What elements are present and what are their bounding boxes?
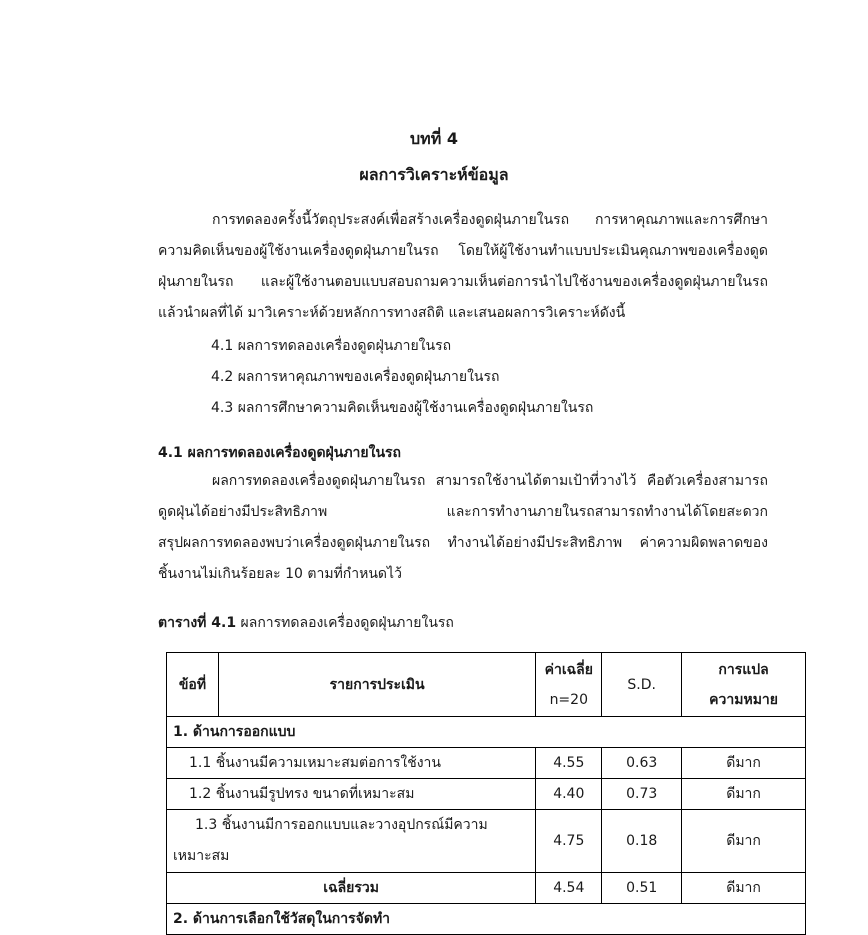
header-mean-line2: n=20 — [549, 691, 588, 708]
table-header-row — [167, 653, 806, 717]
row-meaning: ดีมาก — [682, 779, 806, 810]
section-line-3: สรุปผลการทดลองพบว่าเครื่องดูดฝุ่นภายในรถ ทำงานได้อย่างมีประสิทธิภาพ ค่าความผิดพลาดของ — [158, 535, 768, 551]
row-item-line2: เหมาะสม — [173, 848, 230, 864]
section-paragraph — [158, 466, 768, 590]
header-sd: S.D. — [602, 653, 682, 717]
header-meaning-line2: ความหมาย — [709, 691, 778, 708]
header-mean-line1: ค่าเฉลี่ย — [544, 661, 593, 678]
row-item: 1.2 ชิ้นงานมีรูปทรง ขนาดที่เหมาะสม — [167, 779, 536, 810]
header-meaning — [682, 653, 806, 717]
row-sd: 0.73 — [602, 779, 682, 810]
table-caption — [158, 612, 454, 634]
group-materials: 2. ด้านการเลือกใช้วัสดุในการจัดทำ — [167, 904, 806, 935]
header-mean — [536, 653, 602, 717]
chapter-title: ผลการวิเคราะห์ข้อมูล — [359, 165, 509, 184]
summary-mean: 4.54 — [536, 873, 602, 904]
section-line-4: ชิ้นงานไม่เกินร้อยละ 10 ตามที่กำหนดไว้ — [158, 566, 402, 582]
table-group-row — [167, 717, 806, 748]
results-table — [166, 652, 806, 935]
header-no: ข้อที่ — [167, 653, 219, 717]
table-row — [167, 748, 806, 779]
row-meaning: ดีมาก — [682, 748, 806, 779]
group-design: 1. ด้านการออกแบบ — [167, 717, 806, 748]
summary-sd: 0.51 — [602, 873, 682, 904]
summary-label: เฉลี่ยรวม — [167, 873, 536, 904]
intro-line-4: แล้วนำผลที่ได้ มาวิเคราะห์ด้วยหลักการทางสถิติ และเสนอผลการวิเคราะห์ดังนี้ — [158, 305, 626, 321]
table-row — [167, 779, 806, 810]
chapter-number: บทที่ 4 — [410, 129, 458, 148]
summary-meaning: ดีมาก — [682, 873, 806, 904]
list-item: 4.1 ผลการทดลองเครื่องดูดฝุ่นภายในรถ — [211, 338, 452, 354]
row-mean: 4.40 — [536, 779, 602, 810]
header-meaning-line1: การแปล — [718, 661, 769, 678]
row-item — [167, 810, 536, 873]
section-line-2: ดูดฝุ่นได้อย่างมีประสิทธิภาพ และการทำงานภายในรถสามารถทำงานได้โดยสะดวก — [158, 504, 768, 520]
row-item: 1.1 ชิ้นงานมีความเหมาะสมต่อการใช้งาน — [167, 748, 536, 779]
intro-line-1: การทดลองครั้งนี้วัตถุประสงค์เพื่อสร้างเครื่องดูดฝุ่นภายในรถ การหาคุณภาพและการศึกษา — [212, 212, 768, 228]
row-mean: 4.75 — [536, 810, 602, 873]
section-heading: 4.1 ผลการทดลองเครื่องดูดฝุ่นภายในรถ — [158, 445, 402, 461]
header-item: รายการประเมิน — [218, 653, 535, 717]
section-line-1: ผลการทดลองเครื่องดูดฝุ่นภายในรถ สามารถใช้งานได้ตามเป้าที่วางไว้ คือตัวเครื่องสามารถ — [212, 473, 768, 489]
table-summary-row — [167, 873, 806, 904]
row-item-line1: 1.3 ชิ้นงานมีการออกแบบและวางอุปกรณ์มีความ — [195, 817, 488, 833]
table-caption-label: ตารางที่ 4.1 — [158, 615, 237, 631]
row-sd: 0.18 — [602, 810, 682, 873]
intro-line-3: ฝุ่นภายในรถ และผู้ใช้งานตอบแบบสอบถามความเห็นต่อการนำไปใช้งานของเครื่องดูดฝุ่นภายในรถ — [158, 274, 768, 290]
row-mean: 4.55 — [536, 748, 602, 779]
row-sd: 0.63 — [602, 748, 682, 779]
row-meaning: ดีมาก — [682, 810, 806, 873]
list-item: 4.3 ผลการศึกษาความคิดเห็นของผู้ใช้งานเครื่องดูดฝุ่นภายในรถ — [211, 400, 594, 416]
table-row — [167, 810, 806, 873]
intro-line-2: ความคิดเห็นของผู้ใช้งานเครื่องดูดฝุ่นภายในรถ โดยให้ผู้ใช้งานทำแบบประเมินคุณภาพของเครื่องดูด — [158, 243, 768, 259]
list-item: 4.2 ผลการหาคุณภาพของเครื่องดูดฝุ่นภายในรถ — [211, 369, 500, 385]
table-caption-text: ผลการทดลองเครื่องดูดฝุ่นภายในรถ — [240, 615, 454, 631]
table-group-row — [167, 904, 806, 935]
intro-paragraph — [158, 205, 768, 329]
